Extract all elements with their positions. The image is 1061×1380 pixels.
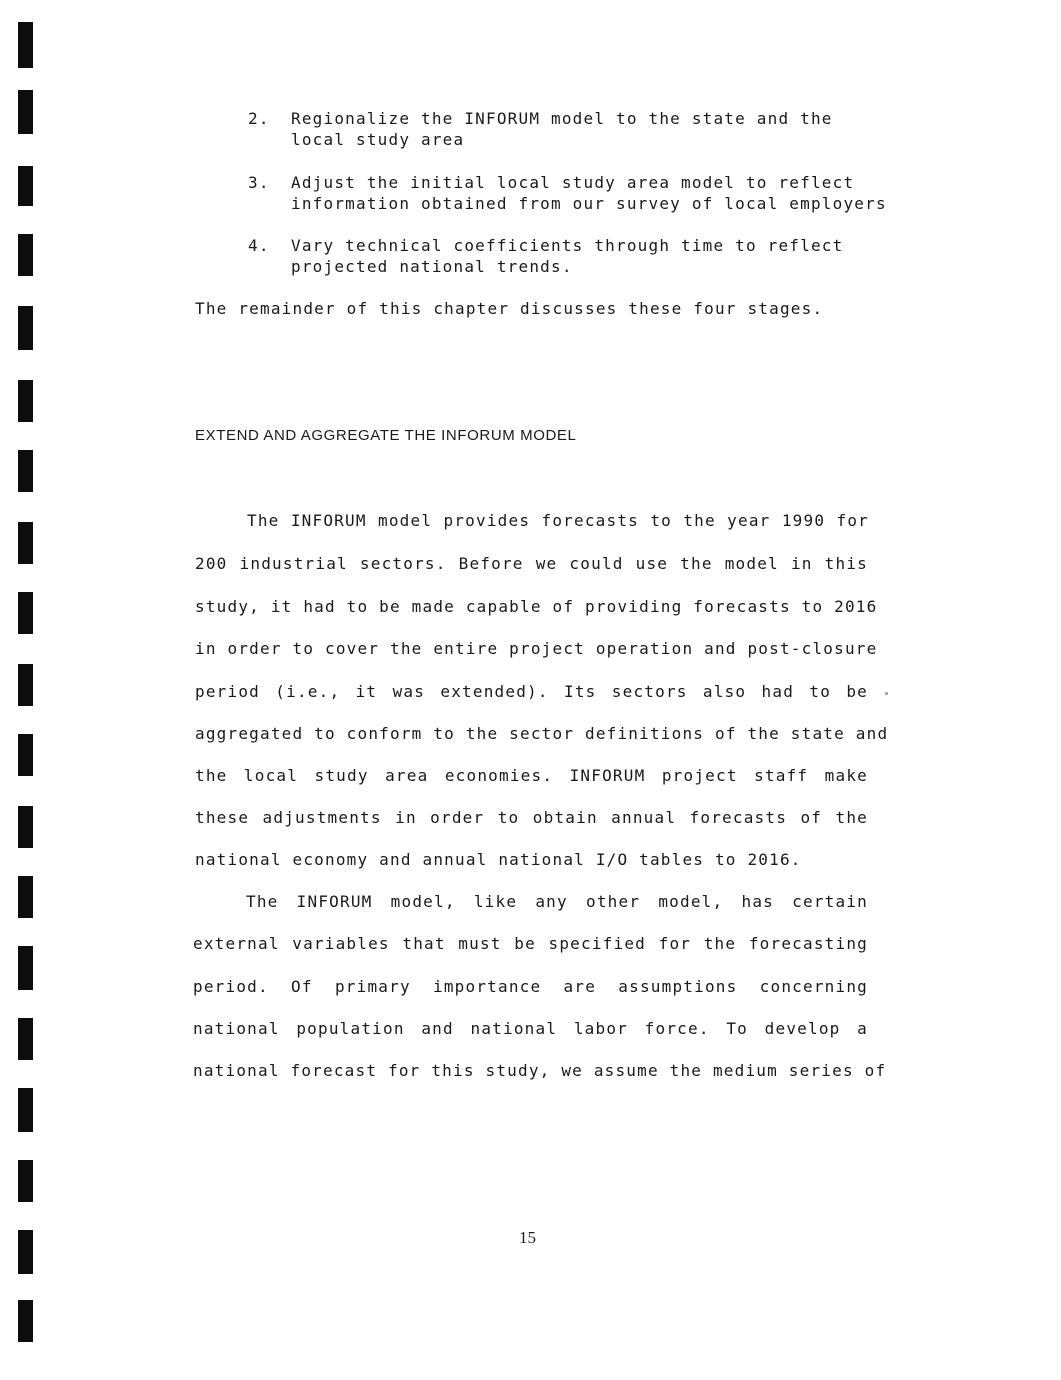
list-text-line: Vary technical coefficients through time to reflect <box>291 236 844 255</box>
list-number: 2. <box>248 109 270 128</box>
binding-hole-mark <box>18 946 33 990</box>
section-heading: EXTEND AND AGGREGATE THE INFORUM MODEL <box>195 427 577 444</box>
paragraph-line: The INFORUM model provides forecasts to the year 1990 for <box>247 511 869 530</box>
binding-hole-mark <box>18 306 33 350</box>
binding-hole-mark <box>18 166 33 206</box>
binding-hole-mark <box>18 1300 33 1342</box>
binding-hole-mark <box>18 90 33 134</box>
paragraph-line: national economy and annual national I/O tables to 2016. <box>195 850 802 869</box>
binding-hole-mark <box>18 1088 33 1132</box>
paragraph-line: period (i.e., it was extended). Its sectors also had to be <box>195 682 868 701</box>
list-number: 4. <box>248 236 270 255</box>
paragraph-line: these adjustments in order to obtain annual forecasts of the <box>195 808 868 827</box>
binding-hole-mark <box>18 1018 33 1060</box>
paragraph-line: 200 industrial sectors. Before we could use the model in this <box>195 554 868 573</box>
binding-hole-mark <box>18 734 33 776</box>
binding-hole-mark <box>18 806 33 848</box>
binding-hole-mark <box>18 876 33 918</box>
binding-hole-mark <box>18 592 33 634</box>
paragraph-line: in order to cover the entire project operation and post-closure <box>195 639 878 658</box>
list-text-line: projected national trends. <box>291 257 573 276</box>
binding-hole-mark <box>18 1230 33 1274</box>
intro-sentence: The remainder of this chapter discusses these four stages. <box>195 299 824 318</box>
paragraph-line: the local study area economies. INFORUM project staff make <box>195 766 868 785</box>
paragraph-line: national forecast for this study, we assume the medium series of <box>193 1061 887 1080</box>
paragraph-line: aggregated to conform to the sector definitions of the state and <box>195 724 889 743</box>
paragraph-line: national population and national labor force. To develop a <box>193 1019 868 1038</box>
binding-hole-mark <box>18 1160 33 1202</box>
paragraph-line: The INFORUM model, like any other model, has certain <box>246 892 868 911</box>
binding-hole-mark <box>18 380 33 422</box>
list-text-line: Regionalize the INFORUM model to the state and the <box>291 109 833 128</box>
paragraph-line: period. Of primary importance are assumptions concerning <box>193 977 868 996</box>
binding-hole-mark <box>18 522 33 564</box>
list-text-line: Adjust the initial local study area model to reflect <box>291 173 855 192</box>
binding-hole-mark <box>18 22 33 68</box>
list-number: 3. <box>248 173 270 192</box>
list-text-line: information obtained from our survey of local employers <box>291 194 887 213</box>
list-text-line: local study area <box>291 130 465 149</box>
scan-speck <box>885 692 888 695</box>
binding-hole-mark <box>18 450 33 492</box>
paragraph-line: external variables that must be specified for the forecasting <box>193 934 868 953</box>
page-number: 15 <box>519 1228 536 1247</box>
binding-hole-mark <box>18 664 33 706</box>
paragraph-line: study, it had to be made capable of providing forecasts to 2016 <box>195 597 878 616</box>
binding-hole-mark <box>18 234 33 276</box>
